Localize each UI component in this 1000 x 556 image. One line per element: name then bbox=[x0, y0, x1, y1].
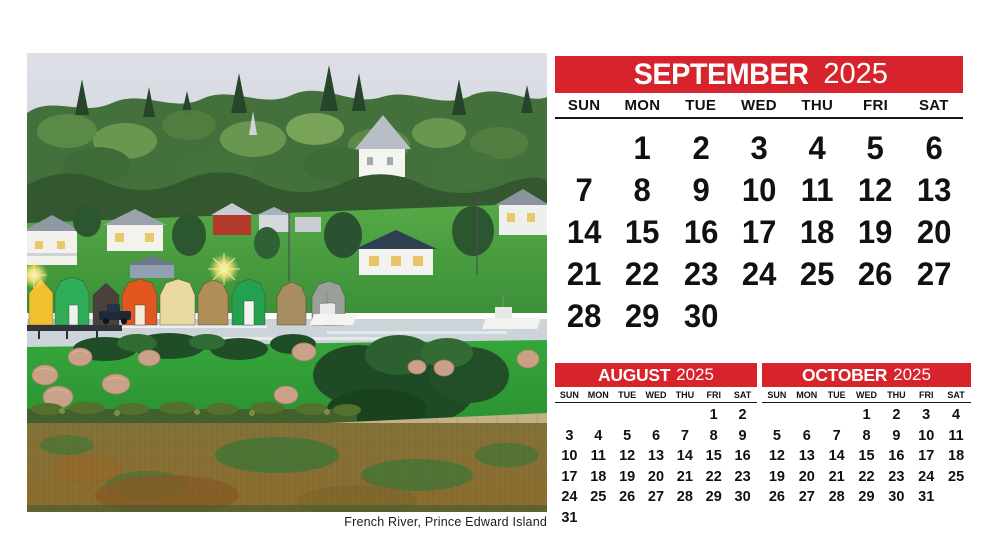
day-header-thu: THU bbox=[675, 390, 695, 400]
day-header-sun: SUN bbox=[767, 390, 787, 400]
date-cell-22: 22 bbox=[858, 468, 875, 485]
date-cell-7: 7 bbox=[680, 427, 689, 444]
date-cell-13: 13 bbox=[647, 448, 665, 464]
date-cell-29: 29 bbox=[625, 298, 660, 334]
date-cell-10: 10 bbox=[918, 427, 935, 444]
date-cell-empty bbox=[555, 405, 584, 426]
date-cell-29: 29 bbox=[858, 489, 875, 505]
august-date-grid bbox=[555, 405, 757, 528]
date-cell-4: 4 bbox=[594, 427, 603, 444]
date-cell-19: 19 bbox=[619, 468, 636, 485]
date-cell-14: 14 bbox=[676, 448, 693, 464]
date-cell-1: 1 bbox=[709, 407, 718, 423]
date-cell-25: 25 bbox=[948, 468, 965, 485]
date-cell-23: 23 bbox=[683, 256, 718, 292]
day-header-fri: FRI bbox=[918, 390, 934, 400]
date-cell-18: 18 bbox=[590, 468, 607, 485]
date-cell-22: 22 bbox=[705, 468, 722, 485]
date-cell-28: 28 bbox=[828, 489, 845, 505]
date-cell-28: 28 bbox=[566, 298, 602, 334]
date-cell-9: 9 bbox=[738, 427, 747, 444]
day-header-wed: WED bbox=[645, 390, 667, 400]
date-cell-26: 26 bbox=[858, 256, 893, 292]
august-day-header-row bbox=[555, 387, 757, 403]
date-cell-5: 5 bbox=[623, 427, 632, 444]
mini-calendar-august bbox=[555, 363, 757, 528]
date-cell-empty bbox=[728, 508, 757, 529]
date-cell-11: 11 bbox=[948, 427, 964, 444]
date-cell-empty bbox=[847, 295, 904, 337]
day-header-thu: THU bbox=[801, 97, 834, 114]
date-cell-16: 16 bbox=[734, 448, 751, 464]
day-header-wed: WED bbox=[855, 390, 877, 400]
day-header-mon: MON bbox=[796, 390, 818, 400]
date-cell-13: 13 bbox=[798, 448, 815, 464]
day-header-mon: MON bbox=[624, 97, 661, 114]
date-cell-18: 18 bbox=[800, 214, 835, 250]
day-header-mon: MON bbox=[587, 390, 609, 400]
date-cell-10: 10 bbox=[561, 448, 578, 464]
date-cell-25: 25 bbox=[590, 489, 607, 505]
day-header-wed: WED bbox=[741, 97, 777, 114]
date-cell-15: 15 bbox=[858, 448, 875, 464]
main-month-label: SEPTEMBER bbox=[633, 57, 809, 91]
wild-grass-foreground bbox=[27, 423, 547, 512]
date-cell-27: 27 bbox=[798, 489, 815, 505]
date-cell-empty bbox=[584, 508, 613, 529]
date-cell-empty bbox=[731, 295, 788, 337]
date-cell-16: 16 bbox=[888, 448, 905, 464]
date-cell-1: 1 bbox=[633, 130, 652, 166]
date-cell-30: 30 bbox=[734, 489, 751, 505]
main-year-label: 2025 bbox=[823, 58, 888, 90]
date-cell-22: 22 bbox=[625, 256, 660, 292]
date-cell-27: 27 bbox=[647, 489, 665, 505]
date-cell-28: 28 bbox=[676, 489, 693, 505]
date-cell-30: 30 bbox=[888, 489, 905, 505]
october-month-banner bbox=[762, 363, 971, 387]
date-cell-18: 18 bbox=[948, 448, 965, 464]
date-cell-20: 20 bbox=[916, 214, 952, 250]
day-header-sat: SAT bbox=[918, 97, 949, 114]
date-cell-12: 12 bbox=[768, 448, 785, 464]
date-cell-8: 8 bbox=[633, 172, 652, 208]
date-cell-9: 9 bbox=[892, 427, 901, 444]
date-cell-6: 6 bbox=[651, 427, 661, 444]
day-header-sat: SAT bbox=[947, 390, 965, 400]
date-cell-7: 7 bbox=[575, 172, 593, 208]
photo-caption: French River, Prince Edward Island bbox=[344, 515, 547, 529]
date-cell-19: 19 bbox=[768, 468, 785, 485]
date-cell-empty bbox=[584, 405, 613, 426]
date-cell-19: 19 bbox=[858, 214, 893, 250]
date-cell-empty bbox=[670, 405, 699, 426]
date-cell-23: 23 bbox=[888, 468, 905, 485]
date-cell-empty bbox=[792, 405, 822, 426]
date-cell-5: 5 bbox=[772, 427, 781, 444]
mini-calendar-october bbox=[762, 363, 971, 508]
date-cell-11: 11 bbox=[800, 172, 834, 208]
date-cell-21: 21 bbox=[828, 468, 845, 485]
day-header-fri: FRI bbox=[863, 97, 889, 114]
date-cell-24: 24 bbox=[561, 489, 578, 505]
date-cell-16: 16 bbox=[683, 214, 718, 250]
date-cell-26: 26 bbox=[619, 489, 636, 505]
date-cell-4: 4 bbox=[952, 407, 961, 423]
date-cell-2: 2 bbox=[892, 407, 901, 423]
date-cell-7: 7 bbox=[832, 427, 841, 444]
date-cell-empty bbox=[613, 508, 642, 529]
date-cell-8: 8 bbox=[709, 427, 718, 444]
date-cell-empty bbox=[556, 127, 613, 169]
date-cell-15: 15 bbox=[705, 448, 722, 464]
date-cell-13: 13 bbox=[916, 172, 952, 208]
day-header-sun: SUN bbox=[567, 97, 601, 114]
august-month-banner bbox=[555, 363, 757, 387]
day-header-fri: FRI bbox=[706, 390, 721, 400]
date-cell-20: 20 bbox=[647, 468, 665, 485]
date-cell-20: 20 bbox=[798, 468, 815, 485]
date-cell-empty bbox=[699, 508, 728, 529]
date-cell-empty bbox=[789, 295, 846, 337]
photo-french-river bbox=[27, 53, 547, 512]
date-cell-2: 2 bbox=[692, 130, 710, 166]
date-cell-4: 4 bbox=[808, 130, 826, 166]
date-cell-27: 27 bbox=[916, 256, 952, 292]
date-cell-15: 15 bbox=[625, 214, 660, 250]
date-cell-empty bbox=[762, 405, 792, 426]
date-cell-17: 17 bbox=[741, 214, 777, 250]
october-day-header-row bbox=[762, 387, 971, 403]
day-header-tue: TUE bbox=[685, 97, 717, 114]
date-cell-6: 6 bbox=[802, 427, 811, 444]
date-cell-empty bbox=[822, 405, 852, 426]
date-cell-25: 25 bbox=[800, 256, 835, 292]
date-cell-29: 29 bbox=[705, 489, 722, 505]
date-cell-6: 6 bbox=[925, 130, 943, 166]
date-cell-31: 31 bbox=[918, 489, 935, 505]
main-date-grid bbox=[555, 127, 963, 337]
date-cell-14: 14 bbox=[566, 214, 602, 250]
august-year-label: 2025 bbox=[676, 365, 714, 384]
date-cell-21: 21 bbox=[676, 468, 693, 485]
date-cell-12: 12 bbox=[619, 448, 636, 464]
date-cell-30: 30 bbox=[683, 298, 718, 334]
date-cell-23: 23 bbox=[734, 468, 751, 485]
main-day-header-row bbox=[555, 93, 963, 119]
main-month-banner bbox=[555, 56, 963, 93]
date-cell-11: 11 bbox=[590, 448, 606, 464]
date-cell-empty bbox=[670, 508, 699, 529]
october-year-label: 2025 bbox=[893, 365, 931, 384]
date-cell-1: 1 bbox=[862, 407, 871, 423]
august-month-label: AUGUST bbox=[598, 364, 671, 385]
date-cell-17: 17 bbox=[561, 468, 578, 485]
date-cell-17: 17 bbox=[918, 448, 935, 464]
date-cell-24: 24 bbox=[741, 256, 777, 292]
date-cell-empty bbox=[941, 487, 971, 508]
date-cell-3: 3 bbox=[565, 427, 574, 444]
day-header-sun: SUN bbox=[559, 390, 579, 400]
date-cell-empty bbox=[642, 508, 671, 529]
day-header-thu: THU bbox=[887, 390, 906, 400]
date-cell-14: 14 bbox=[828, 448, 845, 464]
day-header-sat: SAT bbox=[733, 390, 752, 400]
date-cell-21: 21 bbox=[566, 256, 602, 292]
day-header-tue: TUE bbox=[827, 390, 846, 400]
date-cell-empty bbox=[906, 295, 963, 337]
date-cell-26: 26 bbox=[768, 489, 785, 505]
october-month-label: OCTOBER bbox=[802, 364, 888, 385]
date-cell-3: 3 bbox=[750, 130, 768, 166]
photo-scene bbox=[27, 53, 547, 512]
date-cell-12: 12 bbox=[858, 172, 893, 208]
date-cell-8: 8 bbox=[862, 427, 871, 444]
date-cell-3: 3 bbox=[922, 407, 931, 423]
date-cell-10: 10 bbox=[741, 172, 777, 208]
date-cell-empty bbox=[613, 405, 642, 426]
date-cell-31: 31 bbox=[561, 509, 578, 526]
date-cell-empty bbox=[642, 405, 671, 426]
date-cell-9: 9 bbox=[692, 172, 710, 208]
date-cell-2: 2 bbox=[738, 407, 747, 423]
october-date-grid bbox=[762, 405, 971, 508]
day-header-tue: TUE bbox=[618, 390, 637, 400]
date-cell-24: 24 bbox=[918, 468, 935, 485]
date-cell-5: 5 bbox=[866, 130, 885, 166]
main-calendar-september bbox=[555, 56, 963, 337]
